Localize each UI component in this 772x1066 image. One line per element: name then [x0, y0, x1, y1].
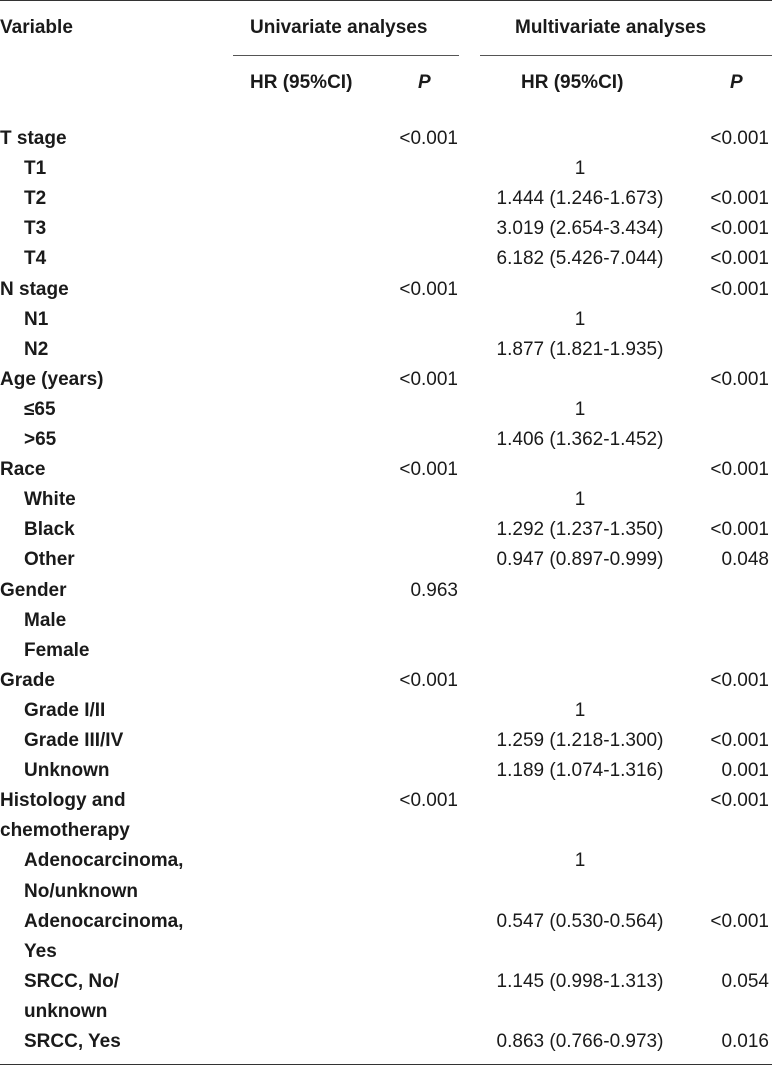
row-label: N1 — [24, 308, 49, 330]
row-label: Unknown — [24, 760, 110, 782]
multivariate-hr-value: 3.019 (2.654-3.434) — [496, 218, 664, 240]
multivariate-hr-value: 1 — [574, 158, 586, 180]
table-row — [0, 248, 772, 278]
multivariate-hr-value: 6.182 (5.426-7.044) — [496, 248, 664, 270]
univariate-p-value: 0.963 — [410, 579, 458, 601]
table-row — [0, 489, 772, 519]
univariate-hr-header: HR (95%CI) — [250, 72, 353, 93]
row-label: N2 — [24, 338, 49, 360]
row-label: T4 — [24, 248, 47, 270]
multivariate-p-value: <0.001 — [710, 248, 769, 270]
row-label: Black — [24, 519, 75, 541]
univariate-p-value: <0.001 — [399, 128, 458, 149]
row-label: SRCC, Yes — [24, 1031, 121, 1052]
multivariate-p-value: <0.001 — [710, 188, 769, 210]
univariate-p-value: <0.001 — [399, 669, 458, 691]
multivariate-p-value: <0.001 — [710, 910, 769, 932]
table-bottom-rule — [0, 1064, 772, 1065]
multivariate-p-value: <0.001 — [710, 128, 769, 149]
row-label: T2 — [24, 188, 47, 210]
table-row — [0, 1001, 772, 1031]
table-row — [0, 429, 772, 459]
univariate-p-value: <0.001 — [399, 278, 458, 300]
table-row — [0, 158, 772, 188]
multivariate-p-value: <0.001 — [710, 730, 769, 751]
table-row — [0, 730, 772, 760]
row-label: SRCC, No/ — [24, 970, 119, 992]
multivariate-p-value: <0.001 — [710, 278, 769, 300]
row-label: Other — [24, 549, 75, 571]
multivariate-p-value: 0.016 — [721, 1031, 769, 1052]
table-row — [0, 971, 772, 1001]
row-label: Grade — [0, 669, 55, 691]
table-row — [0, 188, 772, 218]
row-label: Female — [24, 639, 90, 661]
table-row — [0, 369, 772, 399]
table-row — [0, 279, 772, 309]
univariate-header: Univariate analyses — [250, 17, 428, 38]
multivariate-p-value: <0.001 — [710, 790, 769, 812]
table-row — [0, 700, 772, 730]
table-row — [0, 911, 772, 941]
table-row — [0, 640, 772, 670]
row-label: Adenocarcinoma, — [24, 910, 184, 932]
multivariate-p-value: 0.048 — [721, 549, 769, 571]
row-label: Age (years) — [0, 368, 104, 390]
row-label: Grade III/IV — [24, 730, 124, 751]
multivariate-hr-value: 0.547 (0.530-0.564) — [496, 910, 664, 932]
table-row — [0, 760, 772, 790]
multivariate-p-value: <0.001 — [710, 669, 769, 691]
multivariate-underline — [480, 55, 772, 56]
table-row — [0, 128, 772, 158]
row-label: T3 — [24, 218, 47, 240]
row-label: Adenocarcinoma, — [24, 850, 184, 872]
multivariate-hr-value: 0.947 (0.897-0.999) — [496, 549, 664, 571]
multivariate-p-value: 0.054 — [721, 970, 769, 992]
table-row — [0, 1031, 772, 1061]
row-label: ≤65 — [24, 398, 56, 420]
row-label: unknown — [24, 1000, 108, 1022]
multivariate-hr-value: 0.863 (0.766-0.973) — [496, 1031, 664, 1052]
multivariate-hr-value: 1.406 (1.362-1.452) — [496, 429, 664, 450]
multivariate-hr-value: 1 — [574, 699, 586, 721]
univariate-p-header: P — [418, 72, 431, 93]
multivariate-hr-header: HR (95%CI) — [521, 72, 624, 93]
table-row — [0, 459, 772, 489]
table-row — [0, 580, 772, 610]
row-label: T1 — [24, 158, 47, 180]
multivariate-hr-value: 1 — [574, 489, 586, 511]
multivariate-hr-value: 1.444 (1.246-1.673) — [496, 188, 664, 210]
table-top-rule — [0, 0, 772, 1]
multivariate-hr-value: 1.292 (1.237-1.350) — [496, 519, 664, 541]
table-row — [0, 309, 772, 339]
table-row — [0, 670, 772, 700]
table-row — [0, 549, 772, 579]
multivariate-p-value: <0.001 — [710, 218, 769, 240]
multivariate-p-value: <0.001 — [710, 368, 769, 390]
multivariate-hr-value: 1 — [574, 398, 586, 420]
table-row — [0, 610, 772, 640]
multivariate-p-value: <0.001 — [710, 519, 769, 541]
multivariate-hr-value: 1.259 (1.218-1.300) — [496, 730, 664, 751]
multivariate-hr-value: 1.189 (1.074-1.316) — [496, 760, 664, 782]
table-row — [0, 519, 772, 549]
multivariate-hr-value: 1.145 (0.998-1.313) — [496, 970, 664, 992]
row-label: Gender — [0, 579, 67, 601]
table-row — [0, 820, 772, 850]
multivariate-hr-value: 1 — [574, 850, 586, 872]
row-label: N stage — [0, 278, 69, 300]
row-label: Yes — [24, 940, 57, 962]
table-row — [0, 850, 772, 880]
table-row — [0, 881, 772, 911]
row-label: Histology and — [0, 790, 126, 812]
univariate-p-value: <0.001 — [399, 368, 458, 390]
row-label: chemotherapy — [0, 820, 130, 842]
multivariate-hr-value: 1 — [574, 308, 586, 330]
row-label: T stage — [0, 128, 67, 149]
row-label: >65 — [24, 429, 57, 450]
multivariate-p-value: 0.001 — [721, 760, 769, 782]
row-label: Race — [0, 459, 46, 481]
row-label: Male — [24, 609, 67, 631]
variable-header: Variable — [0, 17, 73, 38]
univariate-underline — [233, 55, 459, 56]
table-row — [0, 941, 772, 971]
univariate-p-value: <0.001 — [399, 459, 458, 481]
table-row — [0, 399, 772, 429]
row-label: Grade I/II — [24, 699, 106, 721]
univariate-p-value: <0.001 — [399, 790, 458, 812]
multivariate-p-header: P — [730, 72, 743, 93]
table-row — [0, 218, 772, 248]
multivariate-hr-value: 1.877 (1.821-1.935) — [496, 338, 664, 360]
row-label: White — [24, 489, 76, 511]
table-row — [0, 790, 772, 820]
multivariate-header: Multivariate analyses — [515, 17, 707, 38]
table-row — [0, 339, 772, 369]
multivariate-p-value: <0.001 — [710, 459, 769, 481]
row-label: No/unknown — [24, 880, 138, 902]
